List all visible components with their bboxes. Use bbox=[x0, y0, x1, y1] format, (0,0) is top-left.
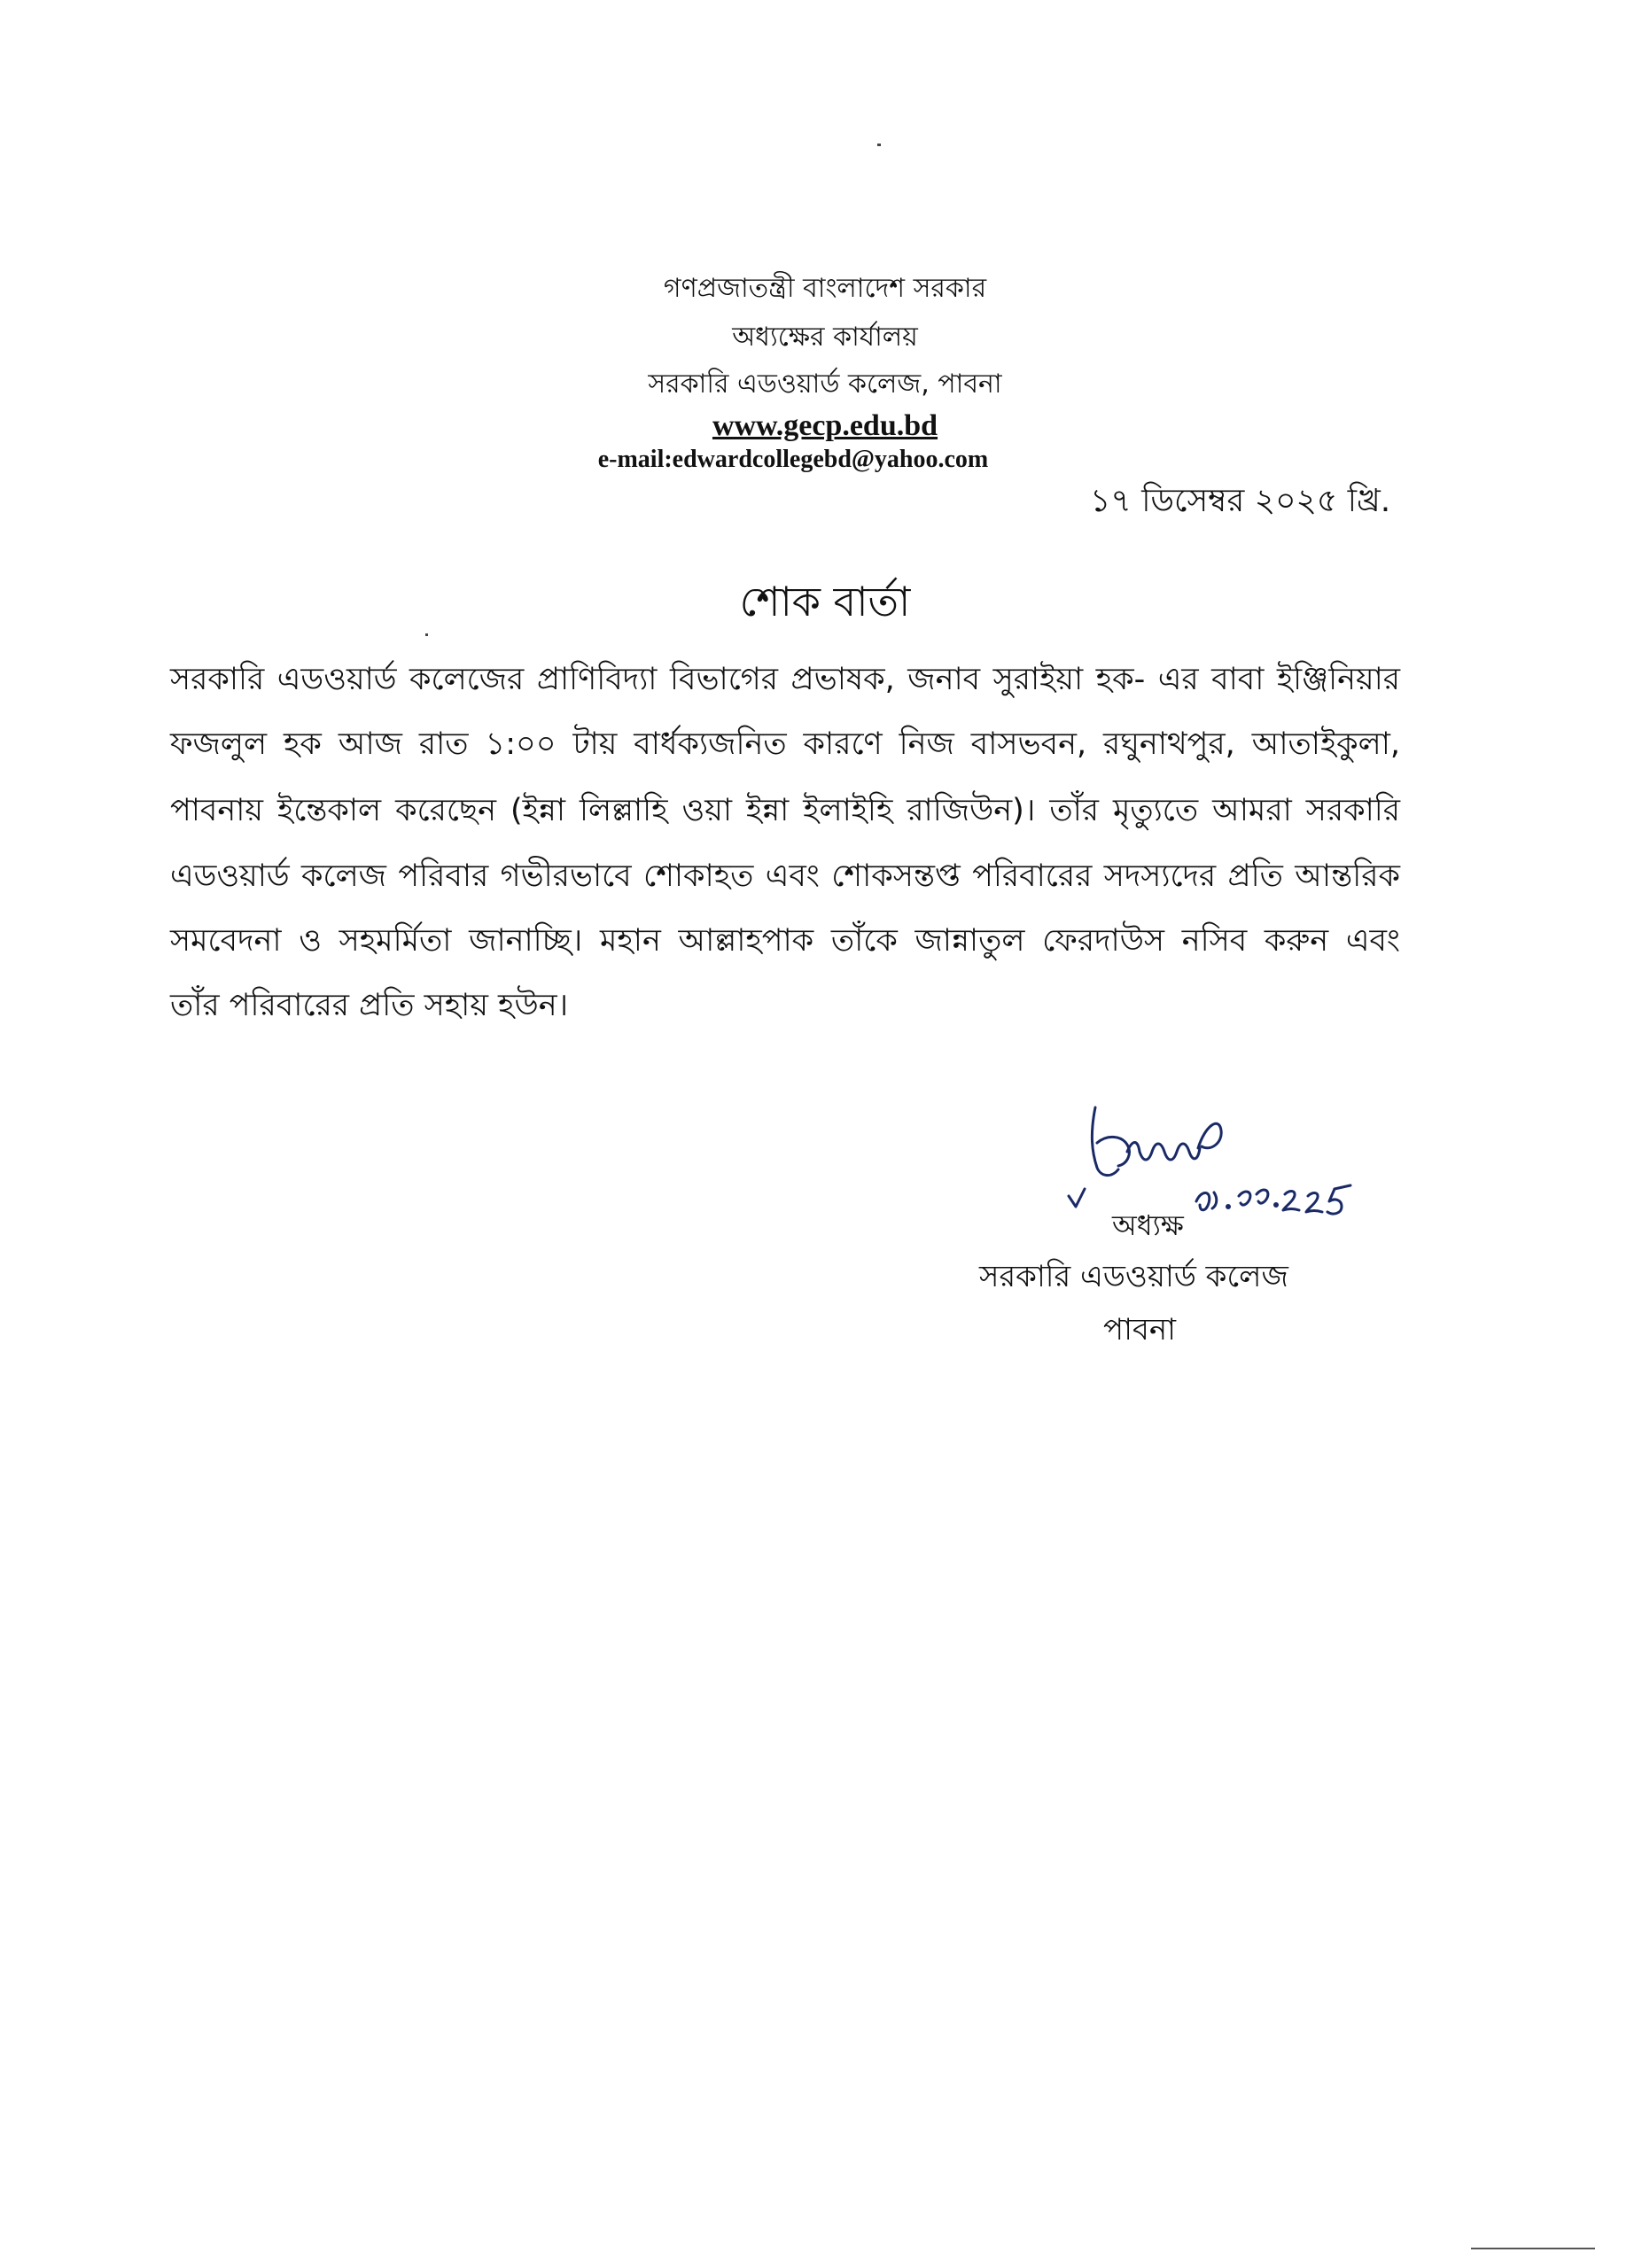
body-line-2: ফজলুল হক আজ রাত ১:০০ টায় বার্ধক্যজনিত কারণে নিজ বাসভবন, রঘুনাথপুর, আতাইকুলা, bbox=[170, 726, 1400, 762]
signatory-college: সরকারি এডওয়ার্ড কলেজ bbox=[979, 1259, 1288, 1294]
body-line-5: সমবেদনা ও সহমর্মিতা জানাচ্ছি। মহান আল্লাহপাক তাঁকে জান্নাতুল ফেরদাউস নসিব করুন এবং bbox=[170, 923, 1400, 959]
letter-date: ১৭ ডিসেম্বর ২০২৫ খ্রি. bbox=[1090, 483, 1391, 519]
signatory-designation: অধ্যক্ষ bbox=[1112, 1208, 1184, 1242]
header-website: www.gecp.edu.bd bbox=[712, 409, 938, 442]
body-line-1: সরকারি এডওয়ার্ড কলেজের প্রাণিবিদ্যা বিভাগের প্রভাষক, জনাব সুরাইয়া হক- এর বাবা ইঞ্জিনিয়ার bbox=[170, 662, 1400, 697]
footer-rule bbox=[1471, 2248, 1595, 2249]
header-office: অধ্যক্ষের কার্যালয় bbox=[732, 322, 918, 353]
header-government: গণপ্রজাতন্ত্রী বাংলাদেশ সরকার bbox=[663, 273, 987, 304]
document-title: শোক বার্তা bbox=[739, 578, 911, 625]
body-line-6: তাঁর পরিবারের প্রতি সহায় হউন। bbox=[170, 988, 569, 1023]
body-line-3: পাবনায় ইন্তেকাল করেছেন (ইন্না লিল্লাহি ওয়া ইন্না ইলাইহি রাজিউন)। তাঁর মৃত্যুতে আমরা সরকারি bbox=[170, 793, 1400, 828]
handwritten-signature bbox=[1046, 1090, 1436, 1240]
header-email: e-mail:edwardcollegebd@yahoo.com bbox=[597, 446, 989, 473]
signatory-city: পাবনা bbox=[1103, 1312, 1177, 1348]
scan-speck bbox=[877, 144, 881, 146]
body-line-4: এডওয়ার্ড কলেজ পরিবার গভীরভাবে শোকাহত এবং শোকসন্তপ্ত পরিবারের সদস্যদের প্রতি আন্তরিক bbox=[170, 858, 1400, 894]
header-college: সরকারি এডওয়ার্ড কলেজ, পাবনা bbox=[648, 369, 1002, 400]
